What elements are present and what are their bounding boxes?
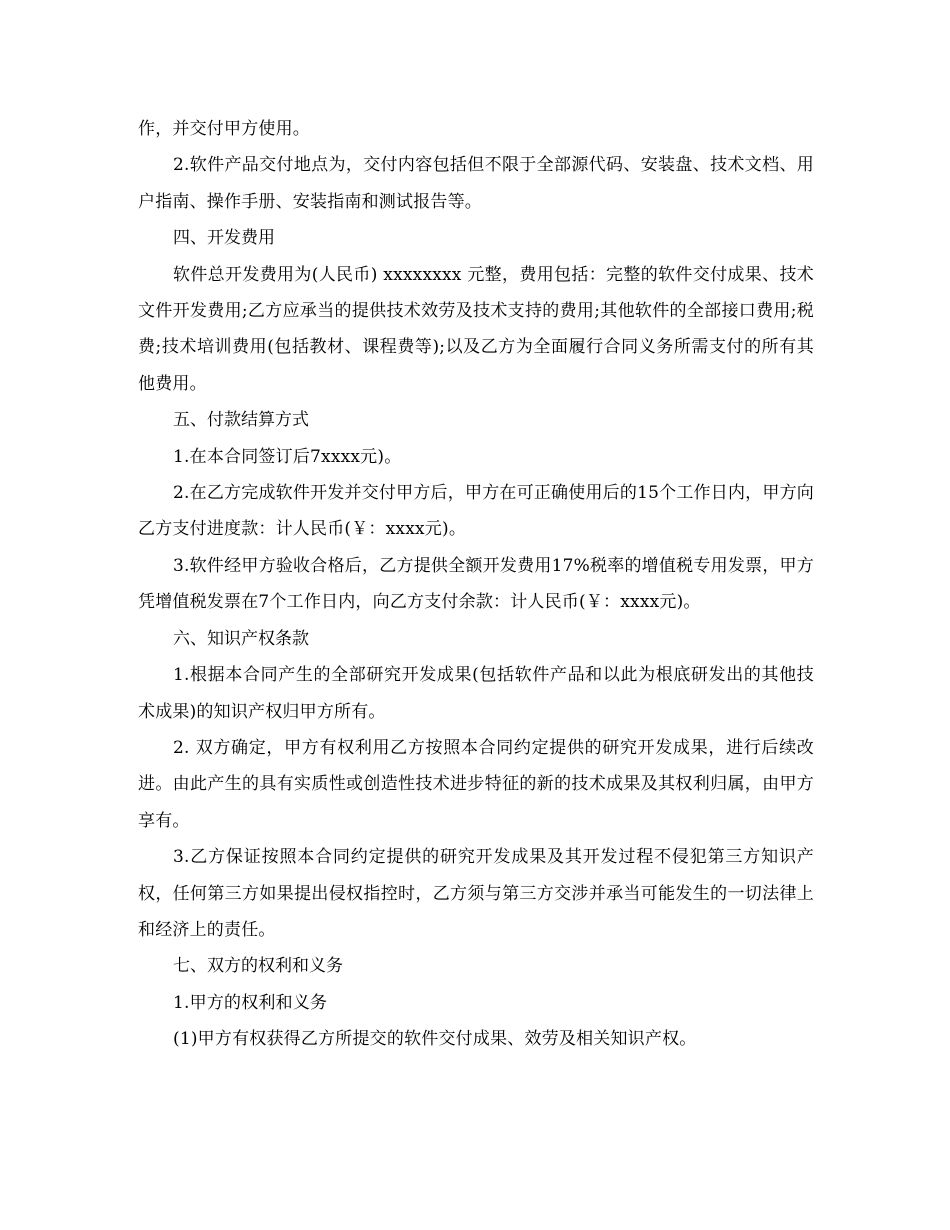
section-heading-rights-obligations: 七、双方的权利和义务: [173, 956, 343, 977]
paragraph-ip-2: 2. 双方确定，甲方有权利用乙方按照本合同约定提供的研究开发成果，进行后续改进。由此产生的具有实质性或创造性技术进步特征的新的技术成果及其权利归属，由甲方享有。: [138, 737, 814, 831]
section-heading-payment-method: 五、付款结算方式: [173, 410, 309, 431]
paragraph-payment-1: 1.在本合同签订后7xxxx元)。: [173, 446, 402, 467]
paragraph-total-fees: 软件总开发费用为(人民币) xxxxxxxx 元整，费用包括：完整的软件交付成果、技术文件开发费用;乙方应承当的提供技术效劳及技术支持的费用;其他软件的全部接口费用;税费;技术培训费用(包括教材、课程费等);以及乙方为全面履行合同义务所需支付的所有其他费用。: [138, 264, 814, 394]
paragraph-payment-2: 2.在乙方完成软件开发并交付甲方后，甲方在可正确使用后的15个工作日内，甲方向乙方支付进度款：计人民币(￥：xxxx元)。: [138, 483, 814, 540]
paragraph-delivery-location: 2.软件产品交付地点为，交付内容包括但不限于全部源代码、安装盘、技术文档、用户指南、操作手册、安装指南和测试报告等。: [138, 155, 814, 212]
section-heading-development-fees: 四、开发费用: [173, 228, 275, 249]
document-page: [138, 111, 814, 1058]
paragraph-ip-1: 1.根据本合同产生的全部研究开发成果(包括软件产品和以此为根底研发出的其他技术成果)的知识产权归甲方所有。: [138, 665, 814, 722]
paragraph-party-a-rights-title: 1.甲方的权利和义务: [173, 992, 328, 1013]
section-heading-intellectual-property: 六、知识产权条款: [173, 628, 309, 649]
paragraph-continuation: 作，并交付甲方使用。: [138, 119, 310, 139]
paragraph-payment-3: 3.软件经甲方验收合格后，乙方提供全额开发费用17%税率的增值税专用发票，甲方凭增值税发票在7个工作日内，向乙方支付余款：计人民币(￥：xxxx元)。: [138, 555, 814, 613]
paragraph-party-a-right-1: (1)甲方有权获得乙方所提交的软件交付成果、效劳及相关知识产权。: [173, 1029, 697, 1050]
paragraph-ip-3: 3.乙方保证按照本合同约定提供的研究开发成果及其开发过程不侵犯第三方知识产权，任何第三方如果提出侵权指控时，乙方须与第三方交涉并承当可能发生的一切法律上和经济上的责任。: [138, 847, 814, 940]
